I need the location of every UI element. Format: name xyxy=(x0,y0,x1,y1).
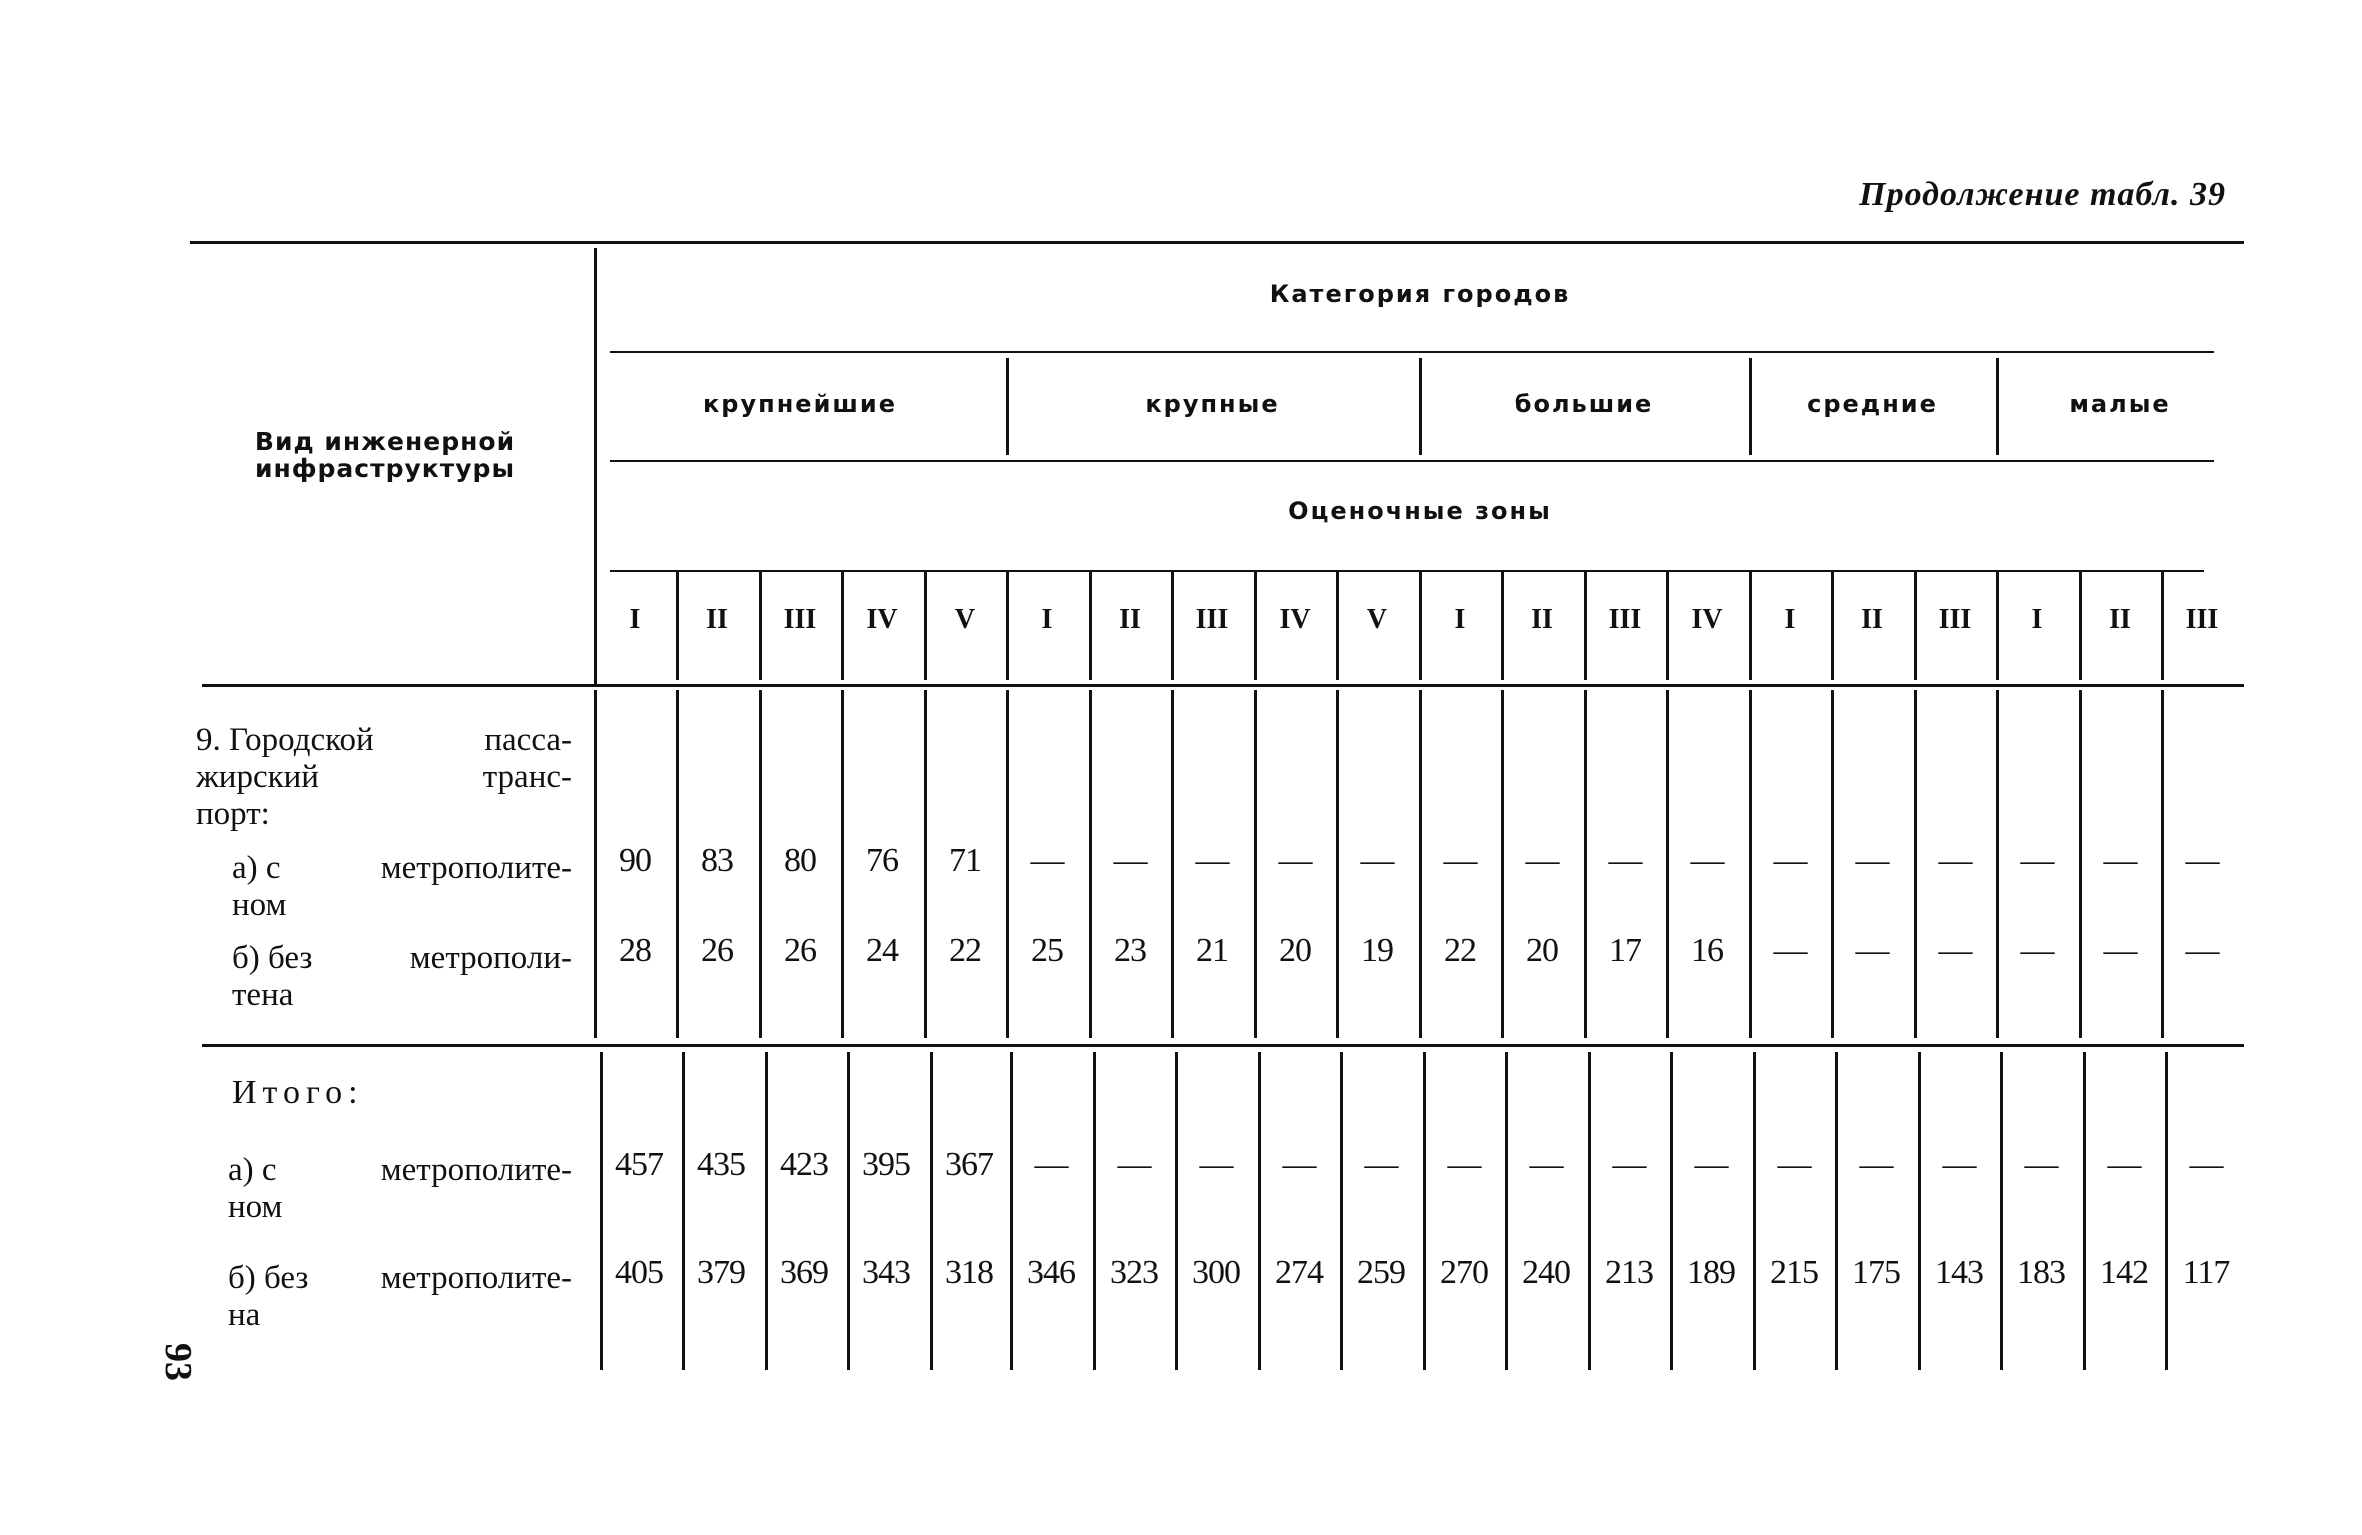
section-9-title-word: 9. Городской xyxy=(196,722,374,758)
table-cell: 28 xyxy=(619,932,651,969)
table-cell: — xyxy=(1117,1146,1151,1183)
zone-header-cell: IV xyxy=(866,604,898,635)
category-bottom-rule xyxy=(610,460,2214,462)
table-cell: 26 xyxy=(701,932,733,969)
zones-bottom-rule xyxy=(610,570,2204,572)
table-cell: 25 xyxy=(1031,932,1063,969)
zone-divider xyxy=(1419,572,1422,680)
table-cell: 24 xyxy=(866,932,898,969)
section-9-row-2-label-line: тена xyxy=(232,977,294,1013)
table-cell: 423 xyxy=(780,1146,828,1183)
table-cell: 76 xyxy=(866,842,898,879)
table-cell: 183 xyxy=(2017,1254,2065,1291)
table-cell: 90 xyxy=(619,842,651,879)
body-column-divider xyxy=(765,1052,768,1370)
table-cell: 213 xyxy=(1605,1254,1653,1291)
body-column-divider xyxy=(1505,1052,1508,1370)
table-cell: — xyxy=(1360,842,1394,879)
zone-header-cell: III xyxy=(783,604,817,635)
table-cell: 457 xyxy=(615,1146,663,1183)
table-cell: — xyxy=(2024,1146,2058,1183)
table-cell: 369 xyxy=(780,1254,828,1291)
zone-header-cell: V xyxy=(954,604,976,635)
table-cell: — xyxy=(1690,842,1724,879)
total-row-1-label xyxy=(228,1152,572,1226)
total-title: Итого: xyxy=(232,1074,364,1111)
zone-divider xyxy=(1089,572,1092,680)
zone-header-cell: II xyxy=(706,604,728,635)
table-cell: 22 xyxy=(1444,932,1476,969)
table-cell: 367 xyxy=(945,1146,993,1183)
total-row-1-label-line: ном xyxy=(228,1189,283,1225)
table-cell: 80 xyxy=(784,842,816,879)
table-cell: 240 xyxy=(1522,1254,1570,1291)
body-column-divider xyxy=(2000,1052,2003,1370)
table-cell: — xyxy=(2103,842,2137,879)
zone-divider xyxy=(1666,572,1669,680)
body-column-divider xyxy=(930,1052,933,1370)
table-cell: 142 xyxy=(2100,1254,2148,1291)
table-cell: — xyxy=(1525,842,1559,879)
table-cell: — xyxy=(1855,932,1889,969)
table-cell: 22 xyxy=(949,932,981,969)
table-cell: 435 xyxy=(697,1146,745,1183)
section-9-title-word: пасса- xyxy=(484,722,572,758)
table-cell: 175 xyxy=(1852,1254,1900,1291)
zone-header-cell: IV xyxy=(1691,604,1723,635)
zone-header-cell: I xyxy=(2031,604,2043,635)
table-cell: 274 xyxy=(1275,1254,1323,1291)
total-row-2-label-line: на xyxy=(228,1297,261,1333)
zone-divider xyxy=(924,572,927,680)
section-9-row-2-label-word: б) без xyxy=(232,940,313,976)
table-cell: 189 xyxy=(1687,1254,1735,1291)
section-9-row-2-label-word: метрополи- xyxy=(409,940,572,976)
total-row-1-label-line xyxy=(228,1152,572,1189)
body-column-divider xyxy=(1835,1052,1838,1370)
page-number: 93 xyxy=(157,1343,199,1381)
section-9-row-1-label-line: ном xyxy=(232,887,287,923)
table-cell: 16 xyxy=(1691,932,1723,969)
table-cell: — xyxy=(2020,842,2054,879)
zone-divider xyxy=(1584,572,1587,680)
body-column-divider xyxy=(1588,1052,1591,1370)
body-column-divider xyxy=(1423,1052,1426,1370)
body-column-divider xyxy=(1340,1052,1343,1370)
table-cell: — xyxy=(2189,1146,2223,1183)
total-row-2-label-word: метрополите- xyxy=(380,1260,572,1296)
category-2-label: крупные xyxy=(1145,390,1280,418)
zone-divider xyxy=(1501,572,1504,680)
zone-divider xyxy=(1914,572,1917,680)
body-column-divider xyxy=(2083,1052,2086,1370)
table-cell: — xyxy=(2185,932,2219,969)
body-column-divider xyxy=(1093,1052,1096,1370)
total-row-2-label-line xyxy=(228,1260,572,1297)
zone-header-cell: III xyxy=(2185,604,2219,635)
body-column-divider xyxy=(2165,1052,2168,1370)
category-4-label: средние xyxy=(1807,390,1938,418)
table-cell: — xyxy=(1938,932,1972,969)
table-cell: — xyxy=(1030,842,1064,879)
table-top-rule xyxy=(190,241,2244,244)
table-cell: 215 xyxy=(1770,1254,1818,1291)
zone-divider xyxy=(1831,572,1834,680)
body-column-divider xyxy=(1670,1052,1673,1370)
zone-divider xyxy=(1996,572,1999,680)
zones-title: Оценочные зоны xyxy=(1288,497,1552,525)
zone-divider xyxy=(841,572,844,680)
zone-divider xyxy=(1336,572,1339,680)
table-cell: — xyxy=(1195,842,1229,879)
table-cell: 17 xyxy=(1609,932,1641,969)
section-9-row-2-label xyxy=(232,940,572,1014)
total-row-2-label xyxy=(228,1260,572,1334)
table-cell: — xyxy=(1608,842,1642,879)
category-3-label: большие xyxy=(1514,390,1654,418)
table-cell: 19 xyxy=(1361,932,1393,969)
zone-divider xyxy=(1749,572,1752,680)
total-row-1-label-word: метрополите- xyxy=(380,1152,572,1188)
table-cell: 318 xyxy=(945,1254,993,1291)
table-cell: — xyxy=(1942,1146,1976,1183)
body-column-divider xyxy=(1918,1052,1921,1370)
table-cell: — xyxy=(1282,1146,1316,1183)
body-column-divider xyxy=(1175,1052,1178,1370)
table-cell: — xyxy=(1447,1146,1481,1183)
total-row-1-label-word: а) с xyxy=(228,1152,277,1188)
table-cell: 23 xyxy=(1114,932,1146,969)
zone-divider xyxy=(759,572,762,680)
table-cell: — xyxy=(1612,1146,1646,1183)
zone-header-cell: III xyxy=(1938,604,1972,635)
section-9-title xyxy=(196,722,572,833)
table-cell: 20 xyxy=(1279,932,1311,969)
zone-divider xyxy=(1006,572,1009,680)
table-cell: — xyxy=(1859,1146,1893,1183)
table-cell: — xyxy=(1364,1146,1398,1183)
zone-header-cell: V xyxy=(1366,604,1388,635)
section-9-title-line xyxy=(196,759,572,796)
table-cell: — xyxy=(2107,1146,2141,1183)
section-9-row-1-label-word: метрополите- xyxy=(380,850,572,886)
infra-type-header-line: инфраструктуры xyxy=(254,454,516,483)
zone-divider xyxy=(2161,572,2164,680)
table-cell: 346 xyxy=(1027,1254,1075,1291)
zone-divider xyxy=(2079,572,2082,680)
category-5-label: малые xyxy=(2069,390,2171,418)
zone-divider xyxy=(1171,572,1174,680)
category-top-rule xyxy=(610,351,2214,353)
zone-header-cell: II xyxy=(1531,604,1553,635)
infra-type-header-line: Вид инженерной xyxy=(254,427,516,456)
section-9-row-1-label-line xyxy=(232,850,572,887)
table-cell: — xyxy=(1529,1146,1563,1183)
section-9-row-1-label-word: а) с xyxy=(232,850,281,886)
table-cell: — xyxy=(1938,842,1972,879)
zone-header-cell: II xyxy=(1119,604,1141,635)
table-cell: 379 xyxy=(697,1254,745,1291)
table-cell: 83 xyxy=(701,842,733,879)
section-divider-rule xyxy=(202,1044,2244,1047)
section-9-title-word: транс- xyxy=(482,759,572,795)
section-9-row-2-label-line xyxy=(232,940,572,977)
body-column-divider xyxy=(1010,1052,1013,1370)
table-cell: — xyxy=(1773,842,1807,879)
zone-header-cell: I xyxy=(629,604,641,635)
total-row-2-label-word: б) без xyxy=(228,1260,309,1296)
body-column-divider xyxy=(847,1052,850,1370)
section-9-title-word: жирский xyxy=(196,759,319,795)
zone-header-cell: III xyxy=(1195,604,1229,635)
table-cell: 343 xyxy=(862,1254,910,1291)
table-cell: 259 xyxy=(1357,1254,1405,1291)
table-cell: 270 xyxy=(1440,1254,1488,1291)
section-9-title-line xyxy=(196,722,572,759)
table-cell: 395 xyxy=(862,1146,910,1183)
table-cell: 21 xyxy=(1196,932,1228,969)
zone-header-cell: I xyxy=(1784,604,1796,635)
section-9-row-1-label xyxy=(232,850,572,924)
header-bottom-rule xyxy=(202,684,2244,687)
section-9-title-line: порт: xyxy=(196,796,270,832)
table-cell: — xyxy=(1278,842,1312,879)
table-cell: — xyxy=(1694,1146,1728,1183)
table-cell: — xyxy=(1113,842,1147,879)
table-cell: — xyxy=(1855,842,1889,879)
table-cell: — xyxy=(1034,1146,1068,1183)
body-column-divider xyxy=(600,1052,603,1370)
category-1-label: крупнейшие xyxy=(703,390,897,418)
body-column-divider xyxy=(1258,1052,1261,1370)
zone-header-cell: IV xyxy=(1279,604,1311,635)
table-cell: — xyxy=(1443,842,1477,879)
table-cell: — xyxy=(1777,1146,1811,1183)
zone-header-cell: III xyxy=(1608,604,1642,635)
table-cell: 26 xyxy=(784,932,816,969)
table-cell: 143 xyxy=(1935,1254,1983,1291)
zone-header-cell: I xyxy=(1041,604,1053,635)
table-cell: 20 xyxy=(1526,932,1558,969)
table-cell: 71 xyxy=(949,842,981,879)
table-cell: 300 xyxy=(1192,1254,1240,1291)
infra-type-header xyxy=(190,428,580,482)
table-cell: 405 xyxy=(615,1254,663,1291)
zone-header-cell: I xyxy=(1454,604,1466,635)
zone-header-cell: II xyxy=(1861,604,1883,635)
table-cell: — xyxy=(1773,932,1807,969)
table-cell: 117 xyxy=(2182,1254,2230,1291)
table-cell: — xyxy=(2020,932,2054,969)
table-caption: Продолжение табл. 39 xyxy=(1859,176,2226,213)
table-cell: — xyxy=(2185,842,2219,879)
body-column-divider xyxy=(1753,1052,1756,1370)
table-cell: 323 xyxy=(1110,1254,1158,1291)
table-cell: — xyxy=(1199,1146,1233,1183)
body-column-divider xyxy=(682,1052,685,1370)
zone-divider xyxy=(676,572,679,680)
table-cell: — xyxy=(2103,932,2137,969)
zone-header-cell: II xyxy=(2109,604,2131,635)
zone-divider xyxy=(1254,572,1257,680)
city-category-header: Категория городов xyxy=(1269,280,1571,308)
